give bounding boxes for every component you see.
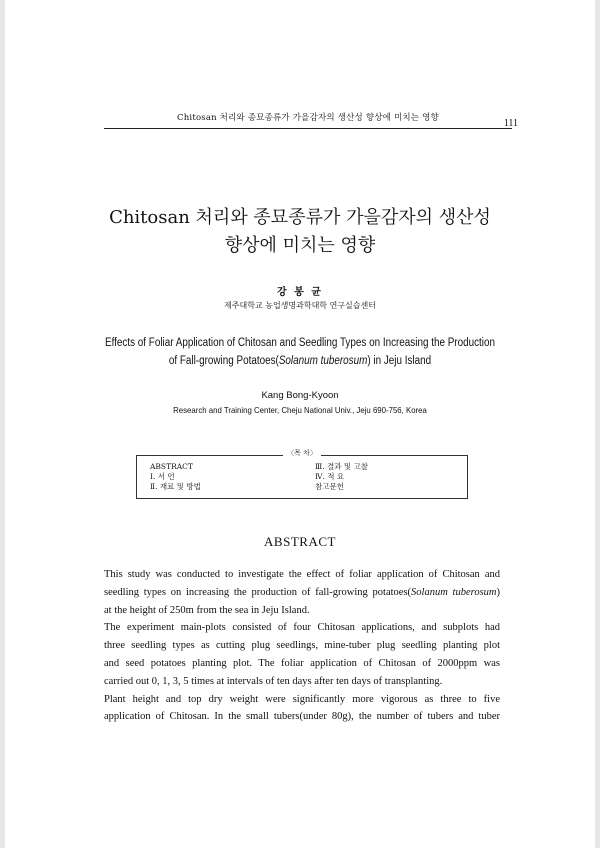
abstract-line-suffix: ) [496,586,500,598]
toc-column-right [315,462,368,492]
abstract-line: at the height of 250m from the sea in Jeju Island. [104,604,310,616]
title-en-suffix: ) in Jeju Island [367,355,432,367]
toc-column-left [150,462,201,492]
toc-label-text: 〈목 차〉 [283,449,321,457]
title-en-species: Solanum tuberosum [278,355,368,367]
abstract-body [104,566,500,726]
author-en: Kang Bong-Kyoon [261,390,339,401]
toc-item: Ⅱ. 재료 및 방법 [150,482,201,491]
page-edge-left [0,0,5,848]
abstract-line [104,584,500,602]
abstract-line: and seed potatoes planting plot. The foliar application of Chitosan of 2000ppm was [104,657,500,669]
title-ko-line-1: Chitosan 처리와 종묘종류가 가을감자의 생산성 [109,207,491,228]
table-of-contents [136,449,468,499]
title-en-line-2 [94,353,507,370]
abstract-line: Plant height and top dry weight were significantly more vigorous as three to five [104,693,500,705]
affiliation-en: Research and Training Center, Cheju National Univ., Jeju 690-756, Korea [173,405,427,415]
toc-item: 참고문헌 [315,482,344,491]
toc-label [137,448,467,458]
toc-item: Ⅳ. 적 요 [315,472,345,481]
affiliation-ko: 제주대학교 농업생명과학대학 연구실습센터 [224,301,376,310]
running-header [104,109,512,133]
title-en-prefix: of Fall-growing Potatoes( [168,355,279,367]
title-ko-line-2: 향상에 미치는 영향 [224,235,376,256]
abstract-line: This study was conducted to investigate the effect of foliar application of Chitosan and [104,569,500,580]
toc-item: Ⅰ. 서 언 [150,472,175,481]
abstract-heading: ABSTRACT [264,534,336,549]
page-edge-right [595,0,600,848]
abstract-species: Solanum tuberosum [411,586,497,598]
abstract-line-text: seedling types on increasing the production of fall-growing potatoes( [104,586,412,598]
abstract-line: carried out 0, 1, 3, 5 times at intervals of ten days after ten days of transplanting. [104,675,443,687]
title-en-line-1: Effects of Foliar Application of Chitosan and Seedling Types on Increasing the Production [104,337,495,349]
abstract-line: three seedling types as cutting plug seedlings, mine-tuber plug seedling planting plot [104,640,500,652]
abstract-line: application of Chitosan. In the small tubers(under 80g), the number of tubers and tuber [104,711,500,723]
toc-item: Ⅲ. 결과 및 고찰 [315,462,368,471]
running-title: Chitosan 처리와 종묘종류가 가을감자의 생산성 향상에 미치는 영향 [177,113,439,123]
header-rule [104,128,512,129]
page-number: 111 [503,118,518,129]
toc-item: ABSTRACT [150,462,193,471]
abstract-line: The experiment main-plots consisted of four Chitosan applications, and subplots had [104,622,500,634]
author-ko: 강 봉 균 [277,287,323,298]
